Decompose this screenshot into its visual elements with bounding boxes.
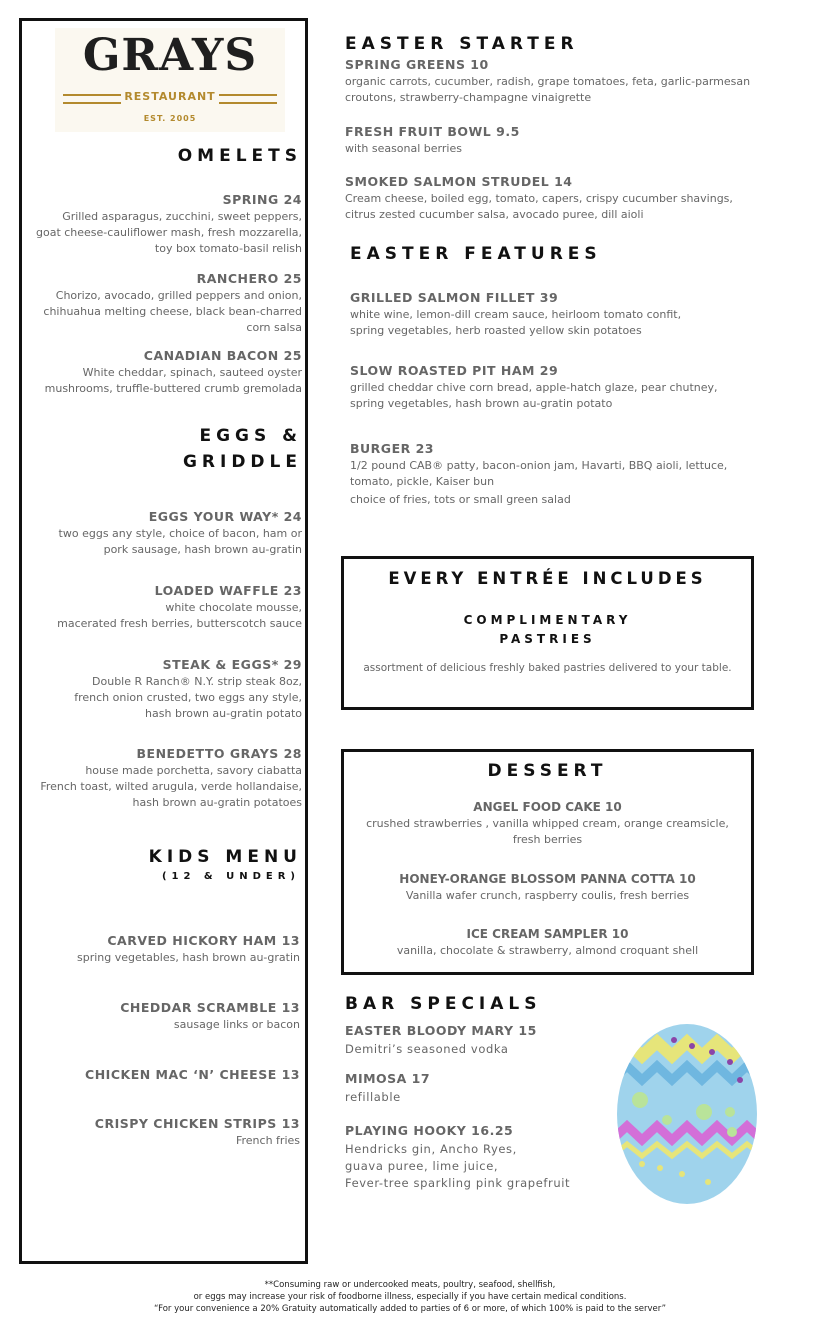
item-name: PLAYING HOOKY 16.25 — [345, 1123, 514, 1138]
item-name: RANCHERO 25 — [196, 271, 302, 286]
item-desc: Chorizo, avocado, grilled peppers and onion, — [55, 289, 302, 302]
item-desc: citrus zested cucumber salsa, avocado puree, dill aioli — [345, 208, 644, 221]
item-desc: fresh berries — [512, 833, 583, 846]
easter-starter-title: EASTER STARTER — [345, 34, 579, 54]
item-desc: Vanilla wafer crunch, raspberry coulis, fresh berries — [405, 889, 690, 902]
pastries-desc: assortment of delicious freshly baked pastries delivered to your table. — [363, 662, 732, 674]
item-name: CHEDDAR SCRAMBLE 13 — [120, 1000, 300, 1015]
item-desc: toy box tomato-basil relish — [154, 242, 302, 255]
omelet-item-canadian-bacon — [30, 348, 302, 397]
footer-line: **Consuming raw or undercooked meats, poultry, seafood, shellfish, — [264, 1280, 556, 1290]
logo-subtitle: RESTAURANT — [124, 90, 216, 103]
item-name: CANADIAN BACON 25 — [143, 348, 302, 363]
easter-features-title: EASTER FEATURES — [350, 244, 602, 264]
item-desc: Demitri’s seasoned vodka — [345, 1042, 509, 1056]
item-desc: Hendricks gin, Ancho Ryes, — [345, 1142, 517, 1156]
item-desc: hash brown au-gratin potato — [145, 707, 302, 720]
starter-item-spring-greens — [345, 57, 785, 106]
entree-includes-title: EVERY ENTRÉE INCLUDES — [388, 569, 707, 588]
item-desc: house made porchetta, savory ciabatta — [85, 764, 302, 777]
item-desc: Double R Ranch® N.Y. strip steak 8oz, — [92, 675, 302, 688]
item-desc: french onion crusted, two eggs any style, — [74, 691, 302, 704]
footer-line: or eggs may increase your risk of foodborne illness, especially if you have certain medical conditions. — [193, 1292, 627, 1302]
item-name: CHICKEN MAC ‘N’ CHEESE 13 — [85, 1067, 300, 1082]
item-name: BENEDETTO GRAYS 28 — [136, 746, 302, 761]
item-desc: Fever-tree sparkling pink grapefruit — [345, 1176, 571, 1190]
eggs-griddle-title-line1: EGGS & — [199, 426, 302, 446]
item-desc: Cream cheese, boiled egg, tomato, capers, crispy cucumber shavings, — [345, 192, 733, 205]
item-name: ICE CREAM SAMPLER 10 — [466, 927, 629, 941]
item-desc: guava puree, lime juice, — [345, 1159, 499, 1173]
item-name: CRISPY CHICKEN STRIPS 13 — [94, 1116, 300, 1131]
kids-menu-title: KIDS MENU — [148, 847, 302, 867]
feature-item-salmon-fillet — [350, 290, 780, 339]
item-desc: vanilla, chocolate & strawberry, almond croquant shell — [396, 944, 699, 957]
dessert-title: DESSERT — [487, 761, 608, 781]
item-name: MIMOSA 17 — [345, 1071, 431, 1086]
item-desc: mushrooms, truffle-buttered crumb gremolada — [44, 382, 302, 395]
item-desc: chihuahua melting cheese, black bean-charred — [43, 305, 302, 318]
item-name: SLOW ROASTED PIT HAM 29 — [350, 363, 559, 378]
item-name: ANGEL FOOD CAKE 10 — [473, 800, 622, 814]
footer-disclaimer — [60, 1279, 760, 1315]
logo-wheat-left — [63, 94, 121, 104]
item-desc: croutons, strawberry-champagne vinaigrette — [345, 91, 592, 104]
kids-item-mac-cheese — [30, 1067, 300, 1082]
dessert-item-ice-cream-sampler — [344, 927, 751, 959]
item-desc: spring vegetables, herb roasted yellow skin potatoes — [350, 324, 642, 337]
dessert-item-angel-food-cake — [344, 800, 751, 848]
item-name: GRILLED SALMON FILLET 39 — [350, 290, 559, 305]
omelets-title: OMELETS — [177, 146, 302, 166]
kids-item-chicken-strips — [30, 1116, 300, 1149]
item-desc: white chocolate mousse, — [165, 601, 302, 614]
omelet-item-spring — [30, 192, 302, 257]
item-desc: corn salsa — [246, 321, 302, 334]
feature-item-burger — [350, 441, 780, 508]
item-name: CARVED HICKORY HAM 13 — [107, 933, 300, 948]
item-desc: French toast, wilted arugula, verde hollandaise, — [40, 780, 302, 793]
footer-line: “For your convenience a 20% Gratuity automatically added to parties of 6 or more, of which 100% is paid to the server” — [153, 1304, 667, 1314]
bar-item-mimosa — [345, 1071, 615, 1106]
item-name: STEAK & EGGS* 29 — [162, 657, 302, 672]
item-desc: grilled cheddar chive corn bread, apple-hatch glaze, pear chutney, — [350, 381, 718, 394]
eggs-item-steak-eggs — [30, 657, 302, 722]
item-name: SMOKED SALMON STRUDEL 14 — [345, 174, 573, 189]
logo-est: EST. 2005 — [143, 114, 197, 123]
kids-menu-subtitle: (12 & UNDER) — [161, 871, 300, 882]
complimentary-label: COMPLIMENTARY — [463, 613, 632, 627]
easter-egg-illustration — [612, 1016, 762, 1208]
item-desc: tomato, pickle, Kaiser bun — [350, 475, 495, 488]
item-name: BURGER 23 — [350, 441, 434, 456]
item-desc: sausage links or bacon — [173, 1018, 300, 1031]
item-name: FRESH FRUIT BOWL 9.5 — [345, 124, 520, 139]
starter-item-salmon-strudel — [345, 174, 785, 223]
item-desc: pork sausage, hash brown au-gratin — [103, 543, 302, 556]
item-desc: white wine, lemon-dill cream sauce, heirloom tomato confit, — [350, 308, 682, 321]
feature-item-pit-ham — [350, 363, 780, 412]
item-desc: choice of fries, tots or small green salad — [350, 493, 571, 506]
starter-item-fruit-bowl — [345, 124, 785, 157]
restaurant-logo — [55, 28, 285, 132]
item-desc: spring vegetables, hash brown au-gratin — [77, 951, 300, 964]
eggs-item-benedetto-grays — [30, 746, 302, 811]
bar-item-playing-hooky — [345, 1123, 615, 1192]
item-desc: refillable — [345, 1090, 401, 1104]
item-desc: hash brown au-gratin potatoes — [132, 796, 302, 809]
item-desc: French fries — [235, 1134, 300, 1147]
eggs-item-eggs-your-way — [30, 509, 302, 558]
logo-name: GRAYS — [82, 30, 258, 81]
item-desc: macerated fresh berries, butterscotch sauce — [57, 617, 302, 630]
item-name: SPRING GREENS 10 — [345, 57, 489, 72]
dessert-box — [341, 749, 754, 975]
pastries-label: PASTRIES — [499, 632, 596, 646]
bar-specials-title: BAR SPECIALS — [345, 994, 542, 1014]
bar-item-bloody-mary — [345, 1023, 615, 1058]
item-desc: goat cheese-cauliflower mash, fresh mozzarella, — [35, 226, 302, 239]
kids-item-carved-ham — [30, 933, 300, 966]
item-desc: Grilled asparagus, zucchini, sweet peppers, — [62, 210, 302, 223]
dessert-item-panna-cotta — [344, 872, 751, 904]
item-desc: two eggs any style, choice of bacon, ham or — [58, 527, 302, 540]
item-name: EASTER BLOODY MARY 15 — [345, 1023, 537, 1038]
item-desc: crushed strawberries , vanilla whipped cream, orange creamsicle, — [366, 817, 729, 830]
entree-includes-box — [341, 556, 754, 710]
item-desc: spring vegetables, hash brown au-gratin potato — [350, 397, 613, 410]
item-name: SPRING 24 — [222, 192, 302, 207]
item-name: EGGS YOUR WAY* 24 — [148, 509, 302, 524]
eggs-item-loaded-waffle — [30, 583, 302, 632]
item-desc: with seasonal berries — [345, 142, 462, 155]
kids-item-cheddar-scramble — [30, 1000, 300, 1033]
item-name: HONEY-ORANGE BLOSSOM PANNA COTTA 10 — [399, 872, 696, 886]
item-name: LOADED WAFFLE 23 — [154, 583, 302, 598]
item-desc: White cheddar, spinach, sauteed oyster — [82, 366, 302, 379]
item-desc: 1/2 pound CAB® patty, bacon-onion jam, Havarti, BBQ aioli, lettuce, — [350, 459, 728, 472]
omelet-item-ranchero — [30, 271, 302, 336]
eggs-griddle-title-line2: GRIDDLE — [182, 452, 302, 472]
item-desc: organic carrots, cucumber, radish, grape tomatoes, feta, garlic-parmesan — [345, 75, 751, 88]
logo-wheat-right — [219, 94, 277, 104]
